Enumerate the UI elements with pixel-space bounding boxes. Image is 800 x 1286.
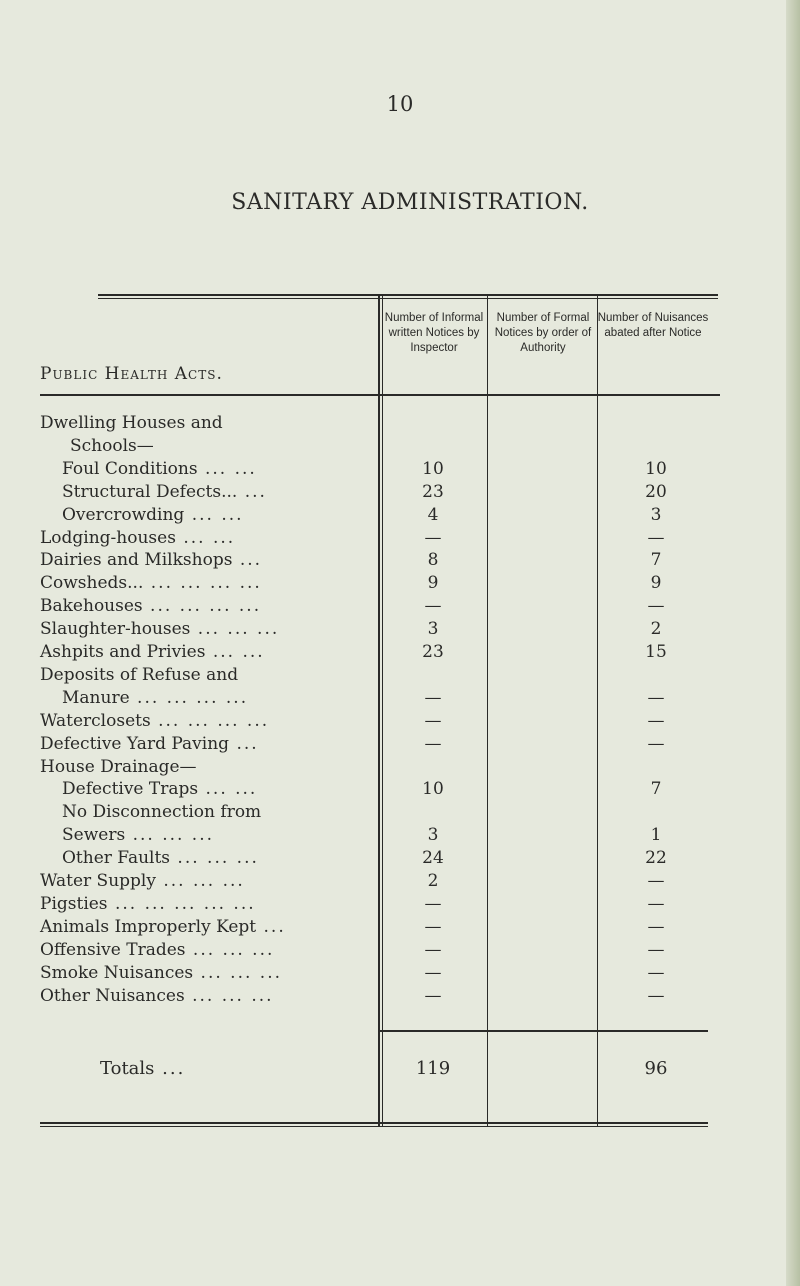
row-label	[40, 665, 238, 685]
cell-informal-notices: —	[424, 917, 442, 937]
row-leader-dots: ... ... ... ...	[142, 596, 262, 616]
row-label-text: Defective Traps	[62, 779, 199, 799]
table-top-rule-2	[98, 298, 718, 299]
row-leader-dots: ...	[256, 917, 286, 937]
row-label-text: Dairies and Milkshops	[40, 550, 233, 570]
row-label-text: Dwelling Houses and	[40, 413, 223, 433]
row-label	[40, 711, 269, 731]
row-leader-dots: ... ... ...	[170, 848, 259, 868]
cell-nuisances-abated: —	[647, 963, 665, 983]
row-leader-dots: ... ... ...	[190, 619, 280, 639]
row-label	[40, 596, 261, 616]
cell-informal-notices: —	[424, 940, 442, 960]
cell-informal-notices: 3	[427, 825, 439, 845]
column-divider-1b	[382, 296, 383, 1126]
cell-informal-notices: —	[424, 711, 442, 731]
row-label-text: Lodging-houses	[40, 528, 176, 548]
table-bottom-rule	[40, 1122, 708, 1124]
cell-nuisances-abated: —	[647, 734, 665, 754]
row-label-text: Manure	[62, 688, 130, 708]
cell-nuisances-abated: —	[647, 917, 665, 937]
row-label-text: Ashpits and Privies	[40, 642, 206, 662]
cell-informal-notices: 10	[422, 459, 444, 479]
cell-nuisances-abated: 3	[650, 505, 662, 525]
row-label	[62, 482, 267, 502]
cell-informal-notices: 4	[427, 505, 439, 525]
row-label	[40, 528, 235, 548]
row-leader-dots: ... ... ...	[193, 963, 283, 983]
cell-nuisances-abated: —	[647, 940, 665, 960]
page-title: SANITARY ADMINISTRATION.	[231, 190, 589, 215]
cell-nuisances-abated: —	[647, 528, 665, 548]
cell-informal-notices: —	[424, 963, 442, 983]
row-label	[40, 619, 279, 639]
row-label	[62, 848, 259, 868]
row-label-text: Animals Improperly Kept	[40, 917, 257, 937]
row-label	[40, 940, 274, 960]
column-divider-1	[378, 296, 380, 1126]
totals-nuisances-abated: 96	[644, 1058, 668, 1079]
row-label-text: Offensive Trades	[40, 940, 186, 960]
page-number: 10	[386, 92, 414, 116]
row-leader-dots: ...	[232, 550, 263, 570]
cell-informal-notices: 10	[422, 779, 444, 799]
row-label-text: Schools—	[70, 436, 154, 456]
table-bottom-rule-2	[40, 1126, 708, 1127]
row-label	[40, 734, 259, 754]
table-top-rule	[98, 294, 718, 296]
row-leader-dots: ... ... ...	[184, 986, 274, 1006]
row-label-text: Defective Yard Paving	[40, 734, 230, 754]
row-label-text: Cowsheds...	[40, 573, 144, 593]
cell-informal-notices: —	[424, 734, 442, 754]
row-leader-dots: ... ... ...	[185, 940, 275, 960]
section-heading: Public Health Acts.	[40, 364, 223, 384]
column-divider-3	[597, 296, 598, 1126]
row-label	[40, 642, 265, 662]
row-label-text: Bakehouses	[40, 596, 143, 616]
row-label-text: Slaughter-houses	[40, 619, 191, 639]
cell-nuisances-abated: —	[647, 986, 665, 1006]
cell-informal-notices: 23	[422, 642, 444, 662]
row-leader-dots: ... ... ... ...	[150, 711, 270, 731]
row-leader-dots: ... ... ... ... ...	[107, 894, 256, 914]
row-label-text: Pigsties	[40, 894, 108, 914]
row-label	[62, 825, 214, 845]
row-leader-dots: ... ... ... ...	[129, 688, 249, 708]
row-leader-dots: ...	[229, 734, 259, 754]
row-label-text: Deposits of Refuse and	[40, 665, 239, 685]
row-label	[40, 894, 256, 914]
cell-nuisances-abated: —	[647, 711, 665, 731]
row-label	[62, 779, 257, 799]
cell-nuisances-abated: —	[647, 596, 665, 616]
row-leader-dots: ... ...	[175, 528, 236, 548]
cell-nuisances-abated: 10	[645, 459, 667, 479]
row-label-text: Structural Defects...	[62, 482, 238, 502]
row-label	[40, 963, 282, 983]
row-label-text: House Drainage—	[40, 757, 197, 777]
cell-informal-notices: —	[424, 688, 442, 708]
row-leader-dots: ...	[237, 482, 267, 502]
row-leader-dots: ... ... ...	[155, 871, 245, 891]
cell-nuisances-abated: 2	[650, 619, 662, 639]
row-leader-dots: ... ...	[198, 779, 258, 799]
column-header-formal-notices: Number of Formal Notices by order of Authority	[494, 312, 592, 354]
row-leader-dots: ... ...	[197, 459, 257, 479]
row-label-text: Overcrowding	[62, 505, 185, 525]
row-label-text: Smoke Nuisances	[40, 963, 194, 983]
cell-nuisances-abated: 22	[645, 848, 667, 868]
row-label	[40, 986, 274, 1006]
cell-informal-notices: —	[424, 894, 442, 914]
cell-nuisances-abated: 9	[650, 573, 662, 593]
cell-nuisances-abated: —	[647, 894, 665, 914]
totals-informal-notices: 119	[415, 1058, 451, 1079]
row-label-text: Other Faults	[62, 848, 171, 868]
row-label-text: Other Nuisances	[40, 986, 185, 1006]
column-header-informal-notices: Number of Informal written Notices by Inspector	[384, 312, 484, 354]
cell-informal-notices: —	[424, 596, 442, 616]
row-label	[40, 573, 262, 593]
cell-nuisances-abated: —	[647, 688, 665, 708]
row-label-text: No Disconnection from	[62, 802, 262, 822]
cell-nuisances-abated: —	[647, 871, 665, 891]
row-leader-dots: ... ... ...	[125, 825, 215, 845]
totals-top-rule	[378, 1030, 708, 1032]
row-leader-dots: ... ... ... ...	[143, 573, 262, 593]
row-label-text: Waterclosets	[40, 711, 151, 731]
row-label	[62, 459, 257, 479]
cell-informal-notices: —	[424, 528, 442, 548]
row-label-text: Water Supply	[40, 871, 156, 891]
cell-nuisances-abated: 7	[650, 550, 662, 570]
row-label	[62, 802, 261, 822]
row-label-text: Sewers	[62, 825, 126, 845]
row-label	[70, 436, 154, 456]
row-label	[40, 757, 197, 777]
row-label	[40, 917, 286, 937]
row-label	[40, 413, 223, 433]
cell-informal-notices: 24	[422, 848, 444, 868]
cell-nuisances-abated: 7	[650, 779, 662, 799]
row-leader-dots: ... ...	[205, 642, 265, 662]
cell-informal-notices: —	[424, 986, 442, 1006]
row-label	[62, 688, 248, 708]
cell-informal-notices: 2	[427, 871, 439, 891]
row-leader-dots: ... ...	[184, 505, 244, 525]
cell-nuisances-abated: 1	[650, 825, 662, 845]
header-bottom-rule	[40, 394, 720, 396]
row-label	[62, 505, 244, 525]
cell-informal-notices: 23	[422, 482, 444, 502]
row-label	[40, 871, 245, 891]
cell-informal-notices: 8	[427, 550, 439, 570]
row-label-text: Foul Conditions	[62, 459, 198, 479]
cell-informal-notices: 3	[427, 619, 439, 639]
totals-label: Totals ...	[100, 1058, 186, 1079]
column-header-nuisances-abated: Number of Nuisances abated after Notice	[597, 312, 709, 339]
column-divider-2	[487, 296, 488, 1126]
cell-informal-notices: 9	[427, 573, 439, 593]
cell-nuisances-abated: 20	[645, 482, 667, 502]
cell-nuisances-abated: 15	[645, 642, 667, 662]
totals-leader: ...	[154, 1058, 186, 1079]
row-label	[40, 550, 262, 570]
